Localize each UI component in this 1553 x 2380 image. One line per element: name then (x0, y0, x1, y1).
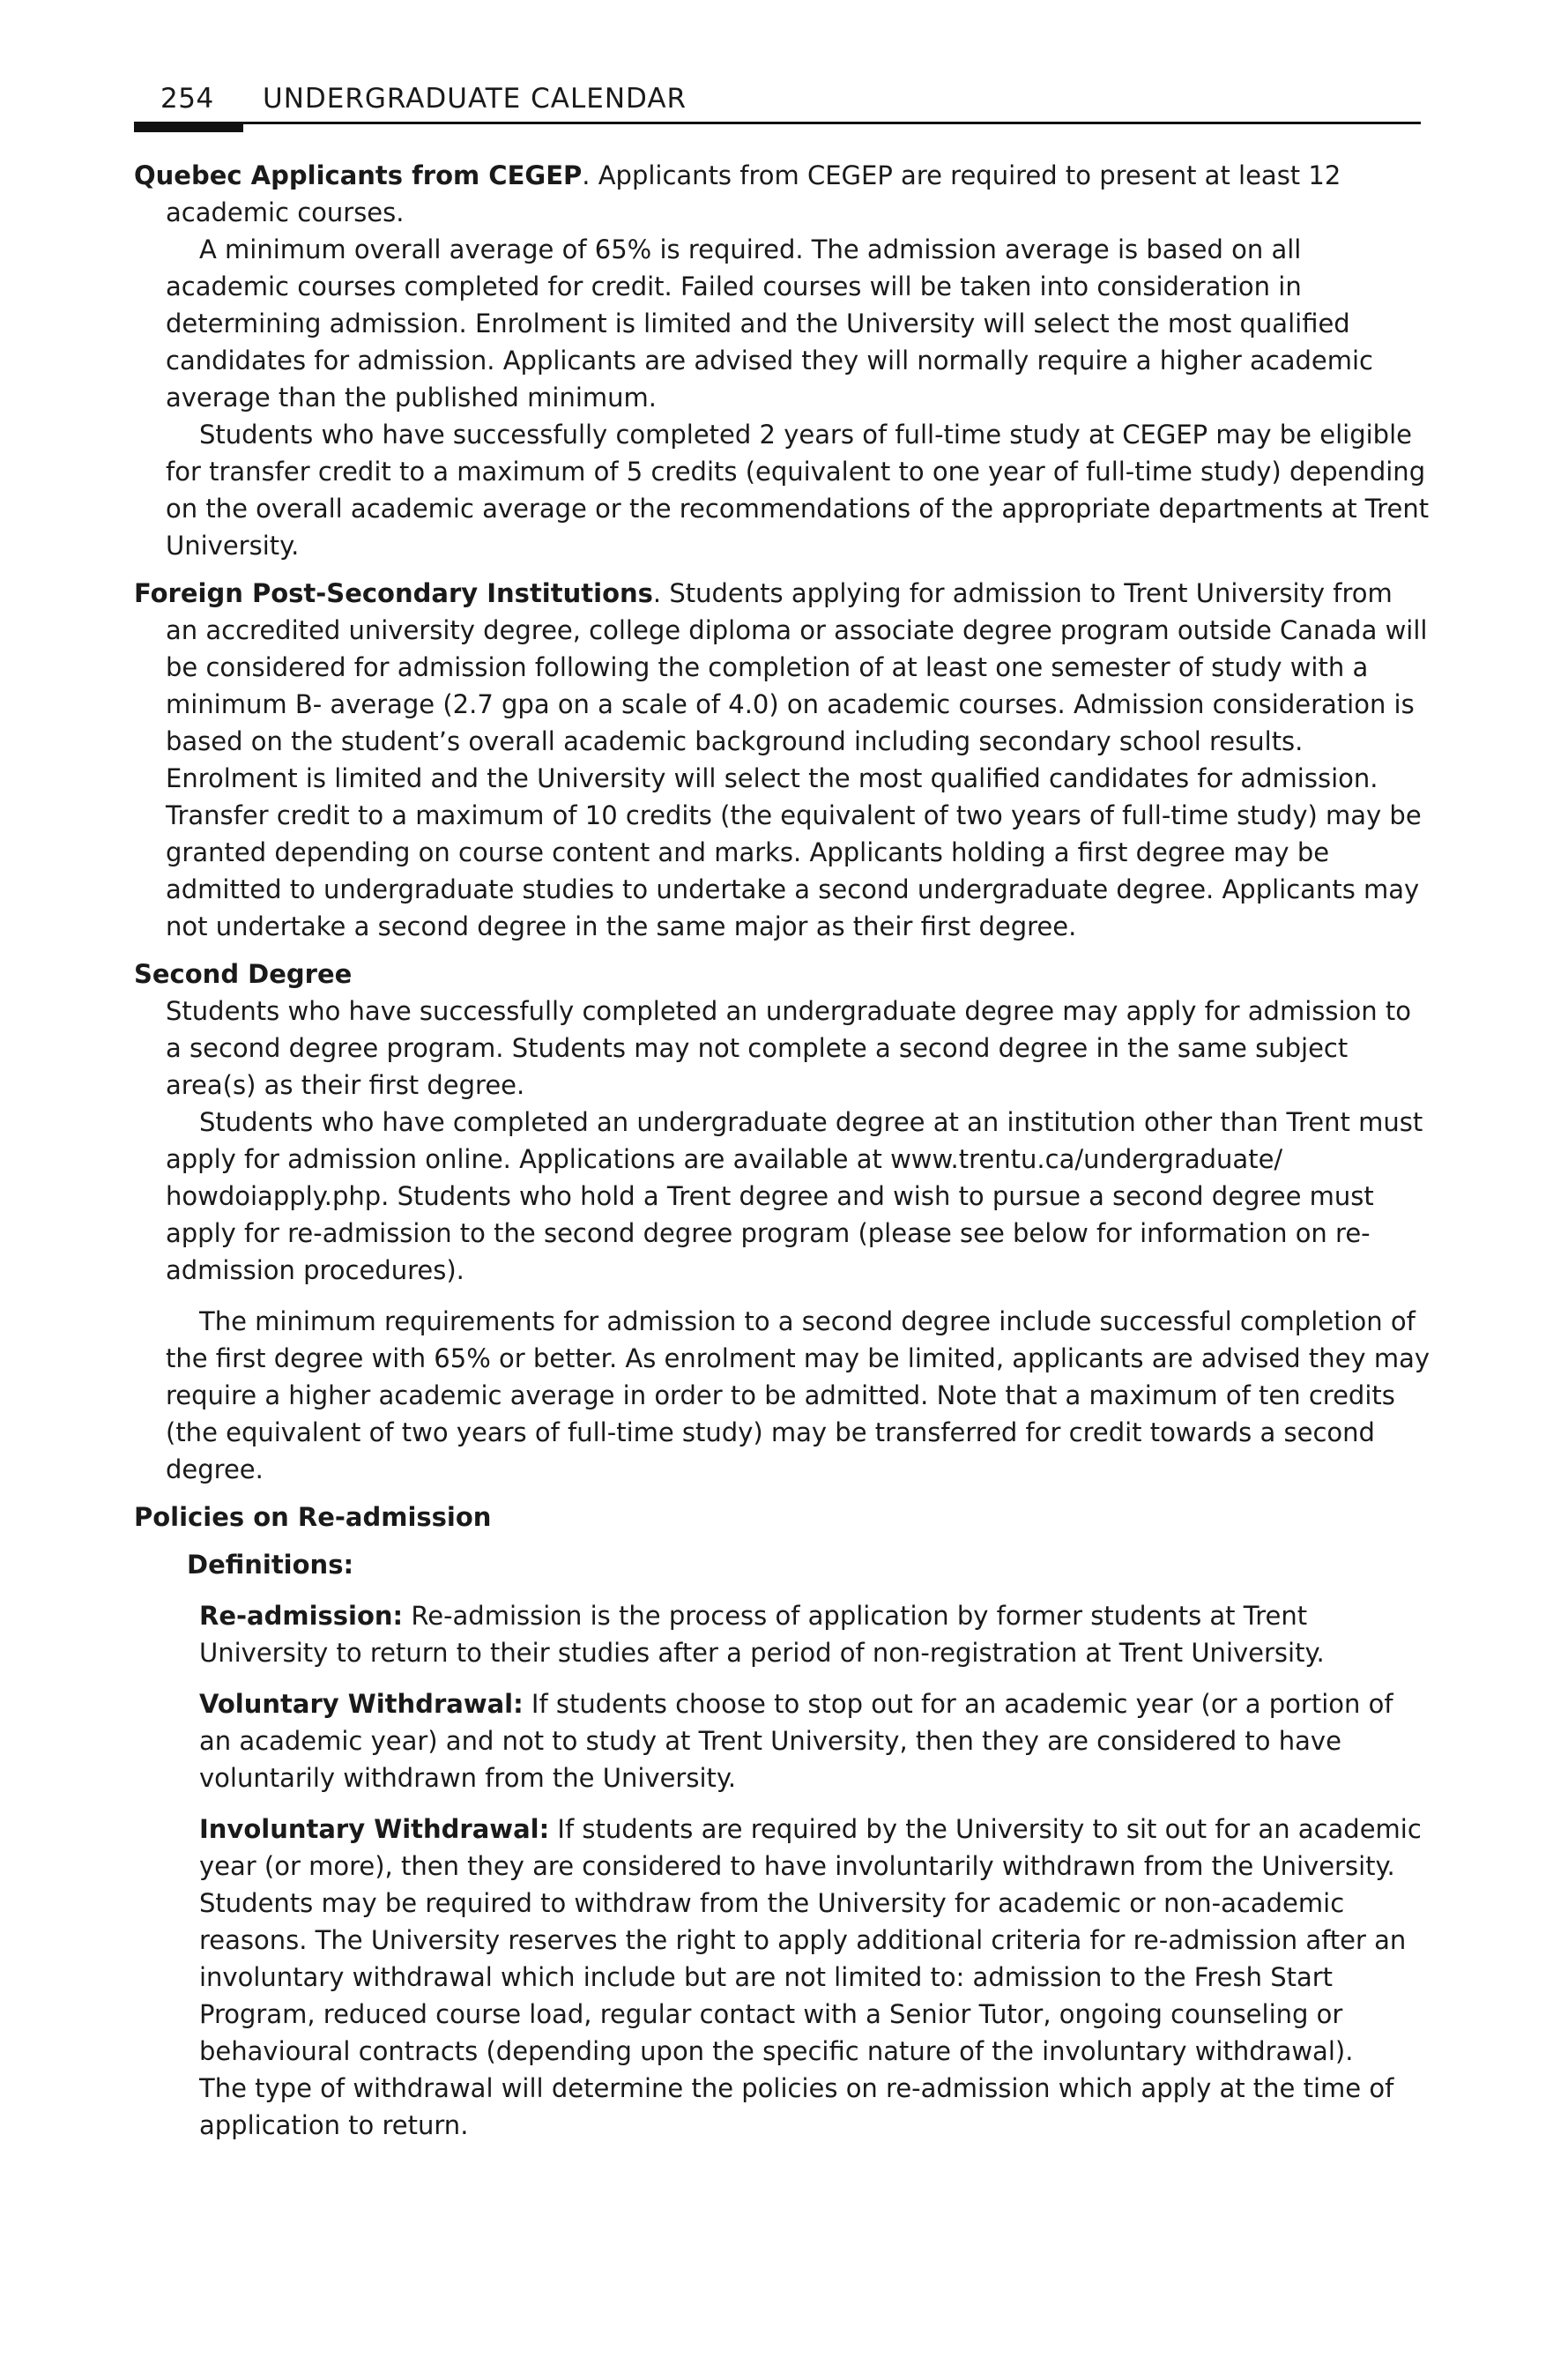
withdrawal-closing-paragraph: The type of withdrawal will determine the policies on re-admission which apply at the time of application to return. (199, 2073, 1394, 2140)
page-number: 254 (160, 83, 214, 115)
quebec-transfer-paragraph: Students who have successfully completed 2 years of full-time study at CEGEP may be eligible for transfer credit to a maximum of 5 credits (equivalent to one year of full-time study) depending on the overall academic average or the recommendations of the appropriate departments at Trent University. (166, 420, 1430, 561)
quebec-average-paragraph: A minimum overall average of 65% is required. The admission average is based on all academic courses completed for credit. Failed courses will be taken into consideration in determining admission. Enrolment is limited and the University will select the most qualified candidates for admission. Applicants are advised they will normally require a higher academic average than the published minimum. (166, 234, 1373, 413)
second-degree-paragraph-2: Students who have completed an undergraduate degree at an institution other than Trent must apply for admission online. Applications are available at www.trentu.ca/undergraduate/ howdoiapply.php. Students who hold a Trent degree and wish to pursue a second degree must apply for re-admission to the second degree program (please see below for information on re-admission procedures). (166, 1107, 1423, 1285)
header-rule (134, 122, 1421, 124)
quebec-paragraph (134, 157, 1430, 231)
definition-voluntary-withdrawal: Voluntary Withdrawal: If students choose to stop out for an academic year (or a portion of an academic year) and not to study at Trent University, then they are considered to have voluntarily withdrawn from the University. (199, 1689, 1393, 1793)
definitions-label: Definitions: (187, 1550, 354, 1580)
second-degree-paragraph-1: Students who have successfully completed an undergraduate degree may apply for admission to a second degree program. Students may not complete a second degree in the same subject area(s) as their first degree. (166, 996, 1411, 1100)
second-degree-paragraph-3: The minimum requirements for admission to a second degree include successful completion of the first degree with 65% or better. As enrolment may be limited, applicants are advised they may require a higher academic average in order to be admitted. Note that a maximum of ten credits (the equivalent of two years of full-time study) may be transferred for credit towards a second degree. (166, 1306, 1430, 1484)
definition-readmission: Re-admission: Re-admission is the process of application by former students at Trent University to return to their studies after a period of non-registration at Trent University. (199, 1601, 1325, 1668)
voluntary-term: Voluntary Withdrawal: (199, 1689, 524, 1719)
foreign-paragraph (134, 575, 1430, 945)
readmission-term: Re-admission: (199, 1601, 404, 1631)
page-body (134, 157, 1430, 2144)
quebec-heading: Quebec Applicants from CEGEP (134, 160, 583, 190)
readmission-heading: Policies on Re-admission (134, 1502, 492, 1532)
foreign-heading: Foreign Post-Secondary Institutions (134, 578, 653, 608)
header-tab-bar (134, 122, 243, 132)
foreign-text: . Students applying for admission to Trent University from an accredited university degree, college diploma or associate degree program outside Canada will be considered for admission following the completion of at least one semester of study with a minimum B- average (2.7 gpa on a scale of 4.0) on academic courses. Admission consideration is based on the student’s overall academic background including secondary school results. Enrolment is limited and the University will select the most qualified candidates for admission. Transfer credit to a maximum of 10 credits (the equivalent of two years of full-time study) may be granted depending on course content and marks. Applicants holding a first degree may be admitted to undergraduate studies to undertake a second undergraduate degree. Applicants may not undertake a second degree in the same major as their first degree. (166, 578, 1428, 941)
definition-involuntary-withdrawal: Involuntary Withdrawal: If students are required by the University to sit out for an academic year (or more), then they are considered to have involuntarily withdrawn from the University. Students may be required to withdraw from the University for academic or non-academic reasons. The University reserves the right to apply additional criteria for re-admission after an involuntary withdrawal which include but are not limited to: admission to the Fresh Start Program, reduced course load, regular contact with a Senior Tutor, ongoing counseling or behavioural contracts (depending upon the specific nature of the involuntary withdrawal). (199, 1814, 1422, 2066)
running-header (134, 83, 1421, 136)
second-degree-heading: Second Degree (134, 959, 353, 989)
running-title: UNDERGRADUATE CALENDAR (263, 83, 687, 115)
involuntary-term: Involuntary Withdrawal: (199, 1814, 550, 1844)
quebec-lead: . Applicants from CEGEP are required to present at least 12 academic courses. (166, 160, 1341, 227)
